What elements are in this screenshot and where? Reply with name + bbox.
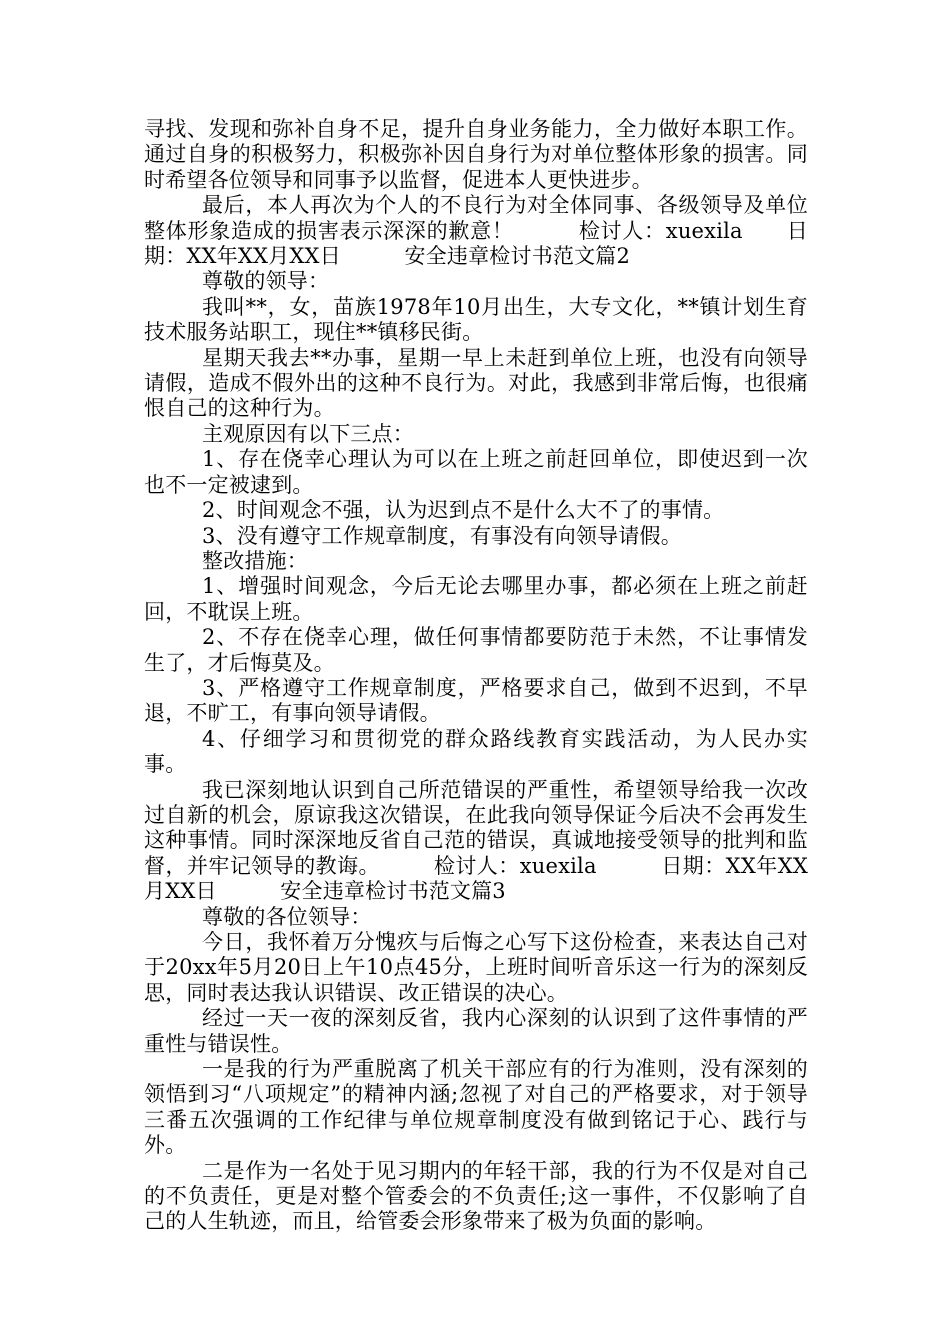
paragraph: 寻找、发现和弥补自身不足，提升自身业务能力，全力做好本职工作。通过自身的积极努力，积极弥补因自身行为对单位整体形象的损害。同时希望各位领导和同事予以监督，促进本人更快进步。 — [144, 117, 808, 192]
paragraph: 2、不存在侥幸心理，做任何事情都要防范于未然，不让事情发生了，才后悔莫及。 — [144, 625, 808, 675]
paragraph: 尊敬的领导： — [202, 269, 330, 294]
paragraph: 1、存在侥幸心理认为可以在上班之前赶回单位，即使迟到一次也不一定被逮到。 — [144, 447, 808, 497]
paragraph: 主观原因有以下三点： — [202, 421, 414, 446]
paragraph: 2、时间观念不强，认为迟到点不是什么大不了的事情。 — [202, 498, 725, 523]
paragraph: 最后，本人再次为个人的不良行为对全体同事、各级领导及单位整体形象造成的损害表示深深的歉意！ 检讨人：xuexila 日期：XX年XX月XX日 安全违章检讨书范文篇2 — [144, 193, 808, 269]
paragraph: 4、仔细学习和贯彻党的群众路线教育实践活动，为人民办实事。 — [144, 726, 808, 777]
paragraph: 一是我的行为严重脱离了机关干部应有的行为准则，没有深刻的领悟到习“八项规定”的精神内涵;忽视了对自己的严格要求，对于领导三番五次强调的工作纪律与单位规章制度没有做到铭记于心、践行与外。 — [144, 1057, 808, 1158]
paragraph: 我叫**，女，苗族1978年10月出生，大专文化，**镇计划生育技术服务站职工，现住**镇移民街。 — [144, 294, 808, 345]
paragraph: 整改措施： — [202, 548, 308, 573]
paragraph: 1、增强时间观念，今后无论去哪里办事，都必须在上班之前赶回，不耽误上班。 — [144, 574, 808, 624]
paragraph: 3、严格遵守工作规章制度，严格要求自己，做到不迟到，不早退，不旷工，有事向领导请假。 — [144, 675, 808, 726]
paragraph: 星期天我去**办事，星期一早上未赶到单位上班，也没有向领导请假，造成不假外出的这种不良行为。对此，我感到非常后悔，也很痛恨自己的这种行为。 — [144, 345, 808, 421]
paragraph: 尊敬的各位领导： — [202, 904, 372, 929]
paragraph: 3、没有遵守工作规章制度，有事没有向领导请假。 — [202, 523, 682, 548]
document-body — [144, 117, 808, 1235]
paragraph: 二是作为一名处于见习期内的年轻干部，我的行为不仅是对自己的不负责任，更是对整个管委会的不负责任;这一事件，不仅影响了自己的人生轨迹，而且，给管委会形象带来了极为负面的影响。 — [144, 1158, 808, 1234]
paragraph: 今日，我怀着万分愧疚与后悔之心写下这份检查，来表达自己对于20xx年5月20日上午10点45分，上班时间听音乐这一行为的深刻反思，同时表达我认识错误、改正错误的决心。 — [144, 930, 808, 1005]
paragraph: 我已深刻地认识到自己所范错误的严重性，希望领导给我一次改过自新的机会，原谅我这次错误，在此我向领导保证今后决不会再发生这种事情。同时深深地反省自己范的错误，真诚地接受领导的批判和监督，并牢记领导的教诲。 检讨人：xuexila 日期：XX年XX月XX日 安全违章检讨书范文篇3 — [144, 777, 808, 904]
paragraph: 经过一天一夜的深刻反省，我内心深刻的认识到了这件事情的严重性与错误性。 — [144, 1006, 808, 1056]
